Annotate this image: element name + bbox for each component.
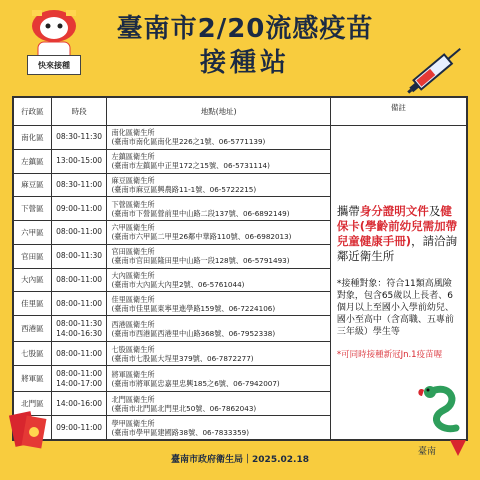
clinic-address: (臺南市下營區營前里中山路二段137號、06-6892149) (111, 208, 290, 218)
clinic-address: (臺南市將軍區忠嘉里忠興185之6號、06-7942007) (111, 378, 280, 388)
location-cell (107, 416, 330, 440)
time-cell (51, 342, 107, 366)
col-header-time: 時段 (51, 98, 107, 126)
clinic-name: 七股區衛生所 (111, 344, 155, 354)
location-cell (107, 316, 330, 342)
time-cell (51, 221, 107, 245)
clinic-address: (臺南市官田區隆田里中山路一段128號、06-5791493) (111, 256, 290, 266)
snake-logo-icon (410, 382, 474, 462)
red-envelope-icon (6, 405, 50, 455)
location-cell (107, 173, 330, 197)
time-cell (51, 366, 107, 392)
note-text-c: 及 (428, 204, 441, 218)
svg-text:臺南: 臺南 (418, 447, 437, 457)
district-cell: 將軍區 (14, 366, 52, 392)
location-cell (107, 126, 330, 150)
time-slot: 14:00-17:00 (56, 378, 103, 388)
location-cell (107, 244, 330, 268)
district-cell: 官田區 (14, 244, 52, 268)
location-cell (107, 342, 330, 366)
col-header-location: 地點(地址) (107, 98, 330, 126)
table-row (14, 126, 467, 150)
time-cell (51, 416, 107, 440)
location-cell (107, 292, 330, 316)
location-cell (107, 149, 330, 173)
schedule-table (12, 96, 468, 441)
clinic-address: (臺南市左鎮區中正里172之15號、06-5731114) (111, 161, 270, 171)
clinic-address: (臺南市六甲區二甲里26鄰中華路110號、06-6982013) (111, 232, 292, 242)
clinic-name: 西港區衛生所 (111, 319, 155, 329)
clinic-address: (臺南市學甲區建國路38號、06-7833359) (111, 427, 250, 437)
col-header-district: 行政區 (14, 98, 52, 126)
clinic-name: 學甲區衛生所 (111, 418, 155, 428)
syringe-icon (400, 40, 470, 100)
district-cell: 下營區 (14, 197, 52, 221)
note-target-group: *接種對象：符合11類高風險對象，包含65歲以上長者、6個月以上至國小入學前幼兒、國小至高中（含高職、五專前三年級）學生等 (336, 279, 454, 337)
location-cell (107, 197, 330, 221)
district-cell: 北門區 (14, 392, 52, 416)
district-cell: 大內區 (14, 268, 52, 292)
time-slot: 14:00-16:30 (56, 328, 103, 338)
clinic-address: (臺南市西港區西港里中山路368號、06-7952338) (111, 328, 276, 338)
note-covid: *可同時接種新冠Jn.1疫苗喔 (336, 350, 443, 360)
time-cell (51, 149, 107, 173)
time-slot: 08:00-11:00 (56, 368, 103, 378)
clinic-name: 將軍區衛生所 (111, 369, 155, 379)
time-cell (51, 292, 107, 316)
clinic-address: (臺南市七股區大埕里379號、06-7872277) (111, 353, 254, 363)
mascot-sign: 快來接種 (27, 55, 81, 75)
location-cell (107, 392, 330, 416)
time-cell (51, 268, 107, 292)
time-slot: 08:00-11:00 (56, 348, 103, 358)
clinic-name: 南化區衛生所 (111, 128, 155, 138)
time-slot: 08:00-11:30 (56, 251, 103, 261)
note-text-a: 攜帶 (336, 204, 360, 218)
clinic-name: 大內區衛生所 (111, 270, 155, 280)
time-cell (51, 173, 107, 197)
clinic-name: 官田區衛生所 (111, 247, 155, 257)
col-header-note: 備註 (330, 98, 466, 126)
clinic-name: 下營區衛生所 (111, 199, 155, 209)
clinic-name: 六甲區衛生所 (111, 223, 155, 233)
footer: 臺南市政府衛生局｜2025.02.18 (171, 455, 309, 465)
note-health-card: 健保卡(學齡前幼兒需加帶兒童健康手冊) (336, 204, 458, 248)
location-cell (107, 268, 330, 292)
title-line-1: 臺南市2/20流感疫苗 (116, 14, 374, 44)
time-cell (51, 126, 107, 150)
time-cell (51, 244, 107, 268)
clinic-address: (臺南市大內區大內里2號、06-5761044) (111, 279, 245, 289)
clinic-name: 北門區衛生所 (111, 394, 155, 404)
time-slot: 08:00-11:00 (56, 227, 103, 237)
time-cell (51, 316, 107, 342)
note-id-doc: 身分證明文件 (359, 204, 429, 218)
clinic-name: 佳里區衛生所 (111, 294, 155, 304)
time-cell (51, 197, 107, 221)
clinic-address: (臺南市北門區北門里北50號、06-7862043) (111, 403, 257, 413)
time-slot: 08:00-11:00 (56, 298, 103, 308)
clinic-name: 麻豆區衛生所 (111, 175, 155, 185)
title-line-2: 接種站 (199, 48, 290, 78)
district-cell: 六甲區 (14, 221, 52, 245)
time-slot: 08:00-11:30 (56, 318, 103, 328)
location-cell (107, 366, 330, 392)
time-slot: 08:00-11:00 (56, 274, 103, 284)
clinic-address: (臺南市佳里區東寧里進學路159號、06-7224106) (111, 303, 276, 313)
time-cell (51, 392, 107, 416)
district-cell: 佳里區 (14, 292, 52, 316)
district-cell: 西港區 (14, 316, 52, 342)
clinic-name: 左鎮區衛生所 (111, 152, 155, 162)
time-slot: 08:30-11:30 (56, 132, 103, 142)
time-slot: 09:00-11:00 (56, 203, 103, 213)
district-cell: 南化區 (14, 126, 52, 150)
time-slot: 09:00-11:00 (56, 422, 103, 432)
time-slot: 08:30-11:00 (56, 179, 103, 189)
page-title (95, 12, 395, 80)
location-cell (107, 221, 330, 245)
note-requirements (337, 204, 460, 264)
time-slot: 14:00-16:00 (56, 398, 103, 408)
district-cell: 七股區 (14, 342, 52, 366)
time-slot: 13:00-15:00 (56, 156, 103, 166)
clinic-address: (臺南市南化區南化里226之1號、06-5771139) (111, 137, 266, 147)
clinic-address: (臺南市麻豆區興農路11-1號、06-5722215) (111, 184, 257, 194)
district-cell: 麻豆區 (14, 173, 52, 197)
district-cell: 左鎮區 (14, 149, 52, 173)
note-text-e: ，請洽詢鄰近衛生所 (336, 234, 458, 263)
